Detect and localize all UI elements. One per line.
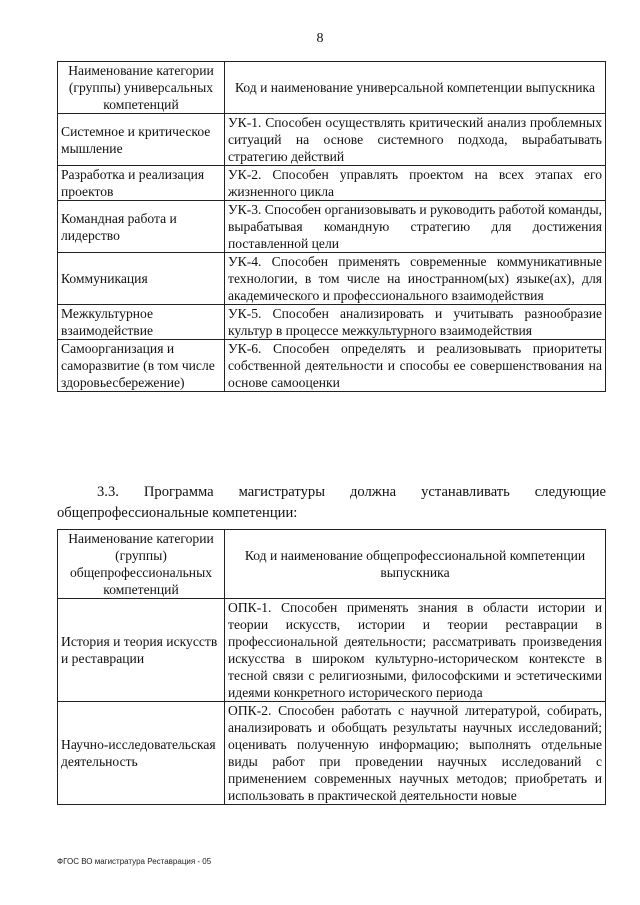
table-row <box>58 114 606 166</box>
category-cell: Командная работа и лидерство <box>58 201 225 253</box>
code-header: Код и наименование универсальной компетенции выпускника <box>225 62 606 114</box>
table-row <box>58 340 606 392</box>
description-cell: УК-6. Способен определять и реализовывать приоритеты собственной деятельности и способы ее совершенствования на основе самооценки <box>225 340 606 392</box>
category-cell: Коммуникация <box>58 253 225 305</box>
table-row <box>58 599 606 702</box>
footer-text: ФГОС ВО магистратура Реставрация - 05 <box>57 857 212 866</box>
description-cell: УК-1. Способен осуществлять критический анализ проблемных ситуаций на основе системного подхода, вырабатывать стратегию действий <box>225 114 606 166</box>
category-cell: Системное и критическое мышление <box>58 114 225 166</box>
description-cell: ОПК-2. Способен работать с научной литературой, собирать, анализировать и обобщать результаты научных исследований; оценивать полученную информацию; выполнять отдельные виды работ при проведении научных исследований с применением современных научных методов; приобретать и использовать в практической деятельности новые <box>225 702 606 805</box>
table-row <box>58 253 606 305</box>
code-header: Код и наименование общепрофессиональной компетенции выпускника <box>225 530 606 599</box>
description-cell: ОПК-1. Способен применять знания в области истории и теории искусств, истории и теории реставрации в профессиональной деятельности; рассматривать произведения искусства в широком культурно-историческом контексте в тесной связи с религиозными, философскими и эстетическими идеями конкретного исторического периода <box>225 599 606 702</box>
description-cell: УК-3. Способен организовывать и руководить работой команды, вырабатывая командную стратегию для достижения поставленной цели <box>225 201 606 253</box>
category-cell: Межкультурное взаимодействие <box>58 305 225 340</box>
category-cell: Научно-исследовательская деятельность <box>58 702 225 805</box>
general-professional-competencies-table <box>57 529 606 805</box>
paragraph-line-1: 3.3. Программа магистратуры должна устанавливать следующие <box>97 484 606 500</box>
description-cell: УК-5. Способен анализировать и учитывать разнообразие культур в процессе межкультурного взаимодействия <box>225 305 606 340</box>
table-header-row <box>58 530 606 599</box>
table-row <box>58 166 606 201</box>
table-row <box>58 702 606 805</box>
category-cell: Самоорганизация и саморазвитие (в том числе здоровьесбережение) <box>58 340 225 392</box>
category-header: Наименование категории (группы) общепрофессиональных компетенций <box>58 530 225 599</box>
table-row <box>58 305 606 340</box>
universal-competencies-table <box>57 61 606 392</box>
category-header: Наименование категории (группы) универсальных компетенций <box>58 62 225 114</box>
category-cell: История и теория искусств и реставрации <box>58 599 225 702</box>
description-cell: УК-2. Способен управлять проектом на всех этапах его жизненного цикла <box>225 166 606 201</box>
table-row <box>58 201 606 253</box>
table-header-row <box>58 62 606 114</box>
paragraph-line-2: общепрофессиональные компетенции: <box>57 505 298 521</box>
description-cell: УК-4. Способен применять современные коммуникативные технологии, в том числе на иностранном(ых) языке(ах), для академического и профессионального взаимодействия <box>225 253 606 305</box>
page-number: 8 <box>316 31 324 46</box>
category-cell: Разработка и реализация проектов <box>58 166 225 201</box>
